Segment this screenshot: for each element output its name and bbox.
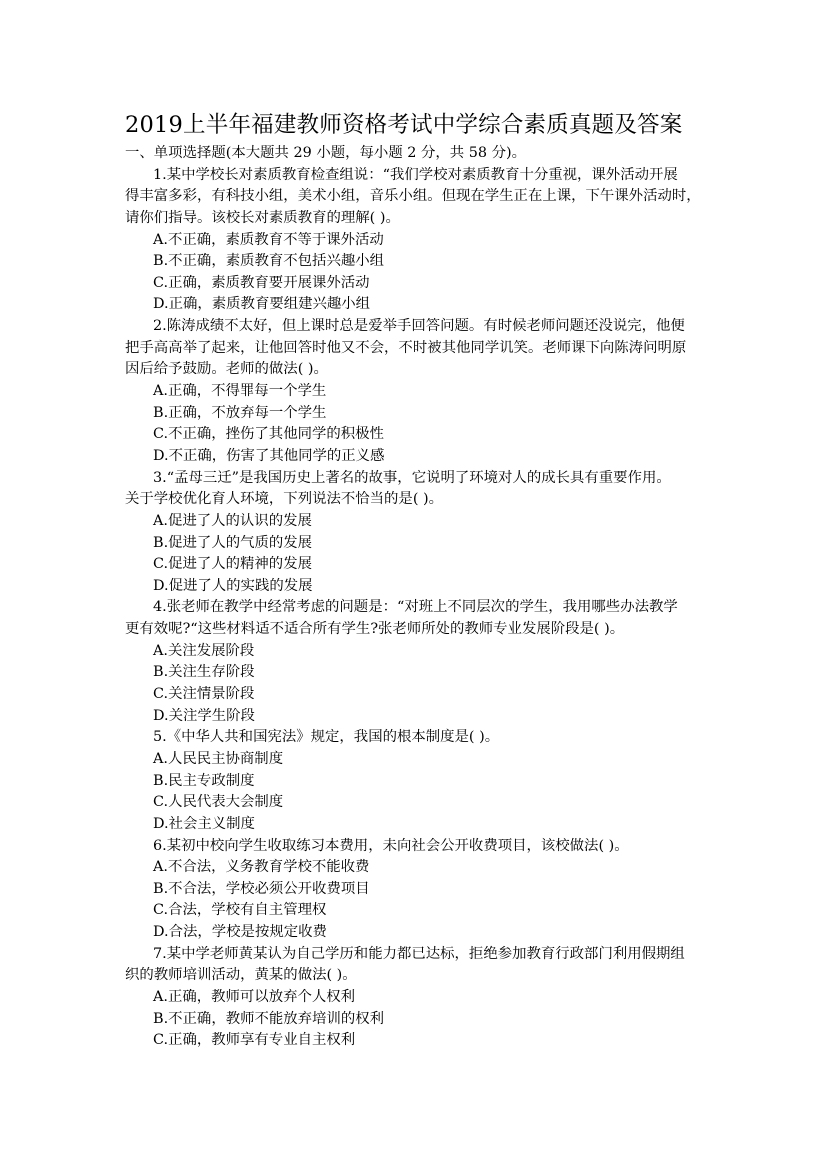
answer-option: D.正确，素质教育要组建兴趣小组 [153,296,371,313]
question-stem-line: 1.某中学校长对素质教育检查组说：“我们学校对素质教育十分重视，课外活动开展 [153,166,678,183]
answer-option: C.人民代表大会制度 [153,794,284,811]
answer-option: D.不正确，伤害了其他同学的正义感 [153,447,385,464]
answer-option: B.不正确，教师不能放弃培训的权利 [153,1010,385,1027]
question-stem-line: 6.某初中校向学生收取练习本费用，未向社会公开收费项目，该校做法( )。 [153,837,629,854]
answer-option: A.正确，不得罪每一个学生 [153,383,327,400]
question-stem-line: 4.张老师在教学中经常考虑的问题是：“对班上不同层次的学生，我用哪些办法教学 [153,599,678,616]
answer-option: C.正确，素质教育要开展课外活动 [153,274,370,291]
answer-option: B.促进了人的气质的发展 [153,534,313,551]
question-stem-line: 3.“孟母三迁”是我国历史上著名的故事，它说明了环境对人的成长具有重要作用。 [153,469,671,486]
question-stem-line: 关于学校优化育人环境，下列说法不恰当的是( )。 [125,491,444,508]
answer-option: A.正确，教师可以放弃个人权利 [153,988,356,1005]
answer-option: C.正确，教师享有专业自主权利 [153,1032,356,1049]
answer-option: A.不合法，义务教育学校不能收费 [153,859,370,876]
answer-option: D.关注学生阶段 [153,707,255,724]
question-stem-line: 织的教师培训活动，黄某的做法( )。 [125,967,357,984]
answer-option: A.关注发展阶段 [153,642,255,659]
question-stem-line: 5.《中华人共和国宪法》规定，我国的根本制度是( )。 [153,729,500,746]
question-stem-line: 把手高高举了起来，让他回答时他又不会，不时被其他同学讥笑。老师课下向陈涛问明原 [125,339,687,356]
question-stem-line: 更有效呢?“这些材料适不适合所有学生?张老师所处的教师专业发展阶段是( )。 [125,621,625,638]
answer-option: C.促进了人的精神的发展 [153,556,312,573]
question-stem-line: 7.某中学老师黄某认为自己学历和能力都已达标，拒绝参加教育行政部门利用假期组 [153,945,685,962]
document-body [125,143,710,1052]
section-heading: 一、单项选择题(本大题共 29 小题，每小题 2 分，共 58 分)。 [125,145,527,161]
answer-option: C.关注情景阶段 [153,686,255,703]
answer-option: A.人民民主协商制度 [153,750,284,767]
answer-option: D.促进了人的实践的发展 [153,577,313,594]
answer-option: C.合法，学校有自主管理权 [153,902,327,919]
answer-option: D.合法，学校是按规定收费 [153,924,327,941]
document-title: 2019上半年福建教师资格考试中学综合素质真题及答案 [125,112,683,138]
answer-option: A.促进了人的认识的发展 [153,512,312,529]
answer-option: B.关注生存阶段 [153,664,255,681]
question-stem-line: 请你们指导。该校长对素质教育的理解( )。 [125,209,400,226]
question-stem-line: 因后给予鼓励。老师的做法( )。 [125,361,328,378]
answer-option: B.民主专政制度 [153,772,255,789]
answer-option: B.不正确，素质教育不包括兴趣小组 [153,253,385,270]
answer-option: A.不正确，素质教育不等于课外活动 [153,231,384,248]
question-stem-line: 2.陈涛成绩不太好，但上课时总是爱举手回答问题。有时候老师问题还没说完，他便 [153,318,685,335]
question-stem-line: 得丰富多彩，有科技小组，美术小组，音乐小组。但现在学生正在上课，下午课外活动时， [125,188,701,205]
answer-option: C.不正确，挫伤了其他同学的积极性 [153,426,384,443]
answer-option: B.正确，不放弃每一个学生 [153,404,327,421]
answer-option: D.社会主义制度 [153,815,255,832]
answer-option: B.不合法，学校必须公开收费项目 [153,880,370,897]
